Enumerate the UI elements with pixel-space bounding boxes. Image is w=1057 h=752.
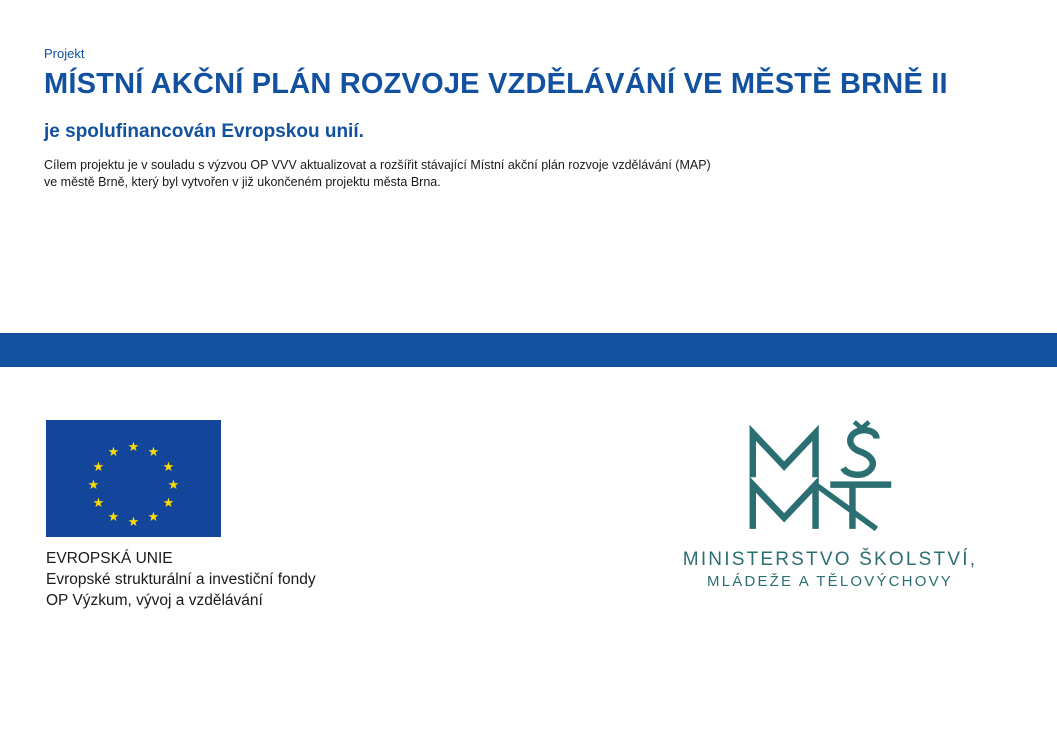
eu-flag-icon [46, 420, 221, 537]
page-title: MÍSTNÍ AKČNÍ PLÁN ROZVOJE VZDĚLÁVÁNÍ VE MĚSTĚ BRNĚ II [44, 68, 948, 100]
eu-star: ★ [107, 444, 120, 459]
description-line-2: ve městě Brně, který byl vytvořen v již ukončeném projektu města Brna. [44, 175, 441, 189]
description-line-1: Cílem projektu je v souladu s výzvou OP VVV aktualizovat a rozšířit stávající Místní akční plán rozvoje vzdělávání (MAP) [44, 158, 711, 172]
eu-caption-line-2: Evropské strukturální a investiční fondy [46, 571, 316, 588]
eu-star: ★ [127, 514, 140, 529]
eu-star: ★ [162, 459, 175, 474]
msmt-logo-block [655, 420, 1005, 592]
msmt-caption-line-1: MINISTERSTVO ŠKOLSTVÍ, [682, 549, 978, 570]
eu-star: ★ [162, 495, 175, 510]
eu-star: ★ [147, 509, 160, 524]
eu-star: ★ [127, 439, 140, 454]
header-block [44, 46, 1004, 191]
project-kicker: Projekt [44, 46, 85, 61]
eu-star: ★ [147, 444, 160, 459]
eu-star: ★ [107, 509, 120, 524]
eu-caption-line-3: OP Výzkum, vývoj a vzdělávání [46, 592, 263, 609]
eu-star: ★ [167, 477, 180, 492]
msmt-caption-line-2: MLÁDEŽE A TĚLOVÝCHOVY [707, 573, 953, 590]
page-subtitle: je spolufinancován Evropskou unií. [44, 121, 364, 142]
eu-star: ★ [87, 477, 100, 492]
eu-caption-line-1: EVROPSKÁ UNIE [46, 550, 173, 567]
eu-caption [46, 548, 476, 611]
blue-divider-band [0, 333, 1057, 367]
project-description [44, 157, 864, 191]
msmt-caption [655, 548, 1005, 592]
msmt-monogram-icon [738, 420, 923, 540]
eu-logo-block [46, 420, 476, 611]
eu-star: ★ [92, 495, 105, 510]
eu-star: ★ [92, 459, 105, 474]
logo-row [0, 420, 1057, 650]
